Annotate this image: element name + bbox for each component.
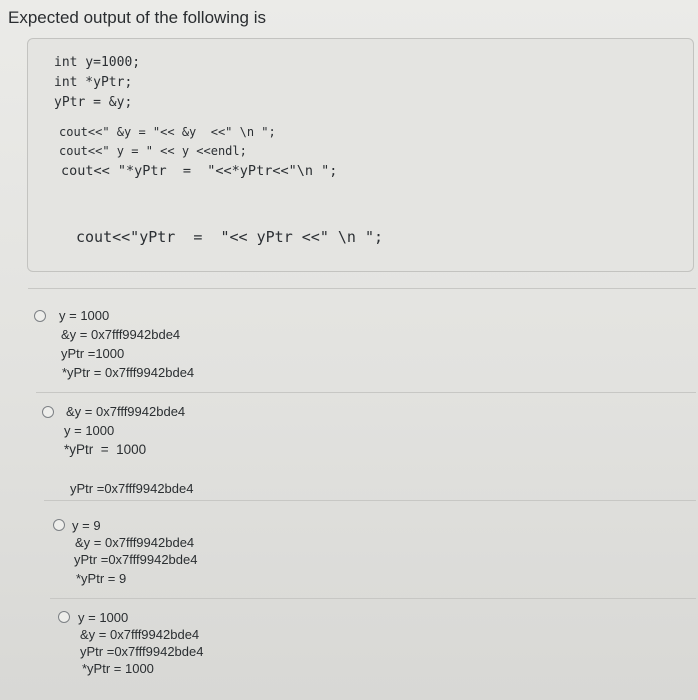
option-line: &y = 0x7fff9942bde4 <box>66 404 186 419</box>
divider <box>36 392 696 393</box>
radio-button[interactable] <box>58 611 70 623</box>
option-line: *yPtr = 1000 <box>82 661 154 676</box>
option-line: *yPtr = 1000 <box>64 442 147 457</box>
option-line: yPtr =0x7fff9942bde4 <box>80 644 204 659</box>
option-line: &y = 0x7fff9942bde4 <box>80 627 200 642</box>
question-title: Expected output of the following is <box>8 8 266 27</box>
radio-button[interactable] <box>34 310 46 322</box>
divider <box>28 288 696 289</box>
code-line: cout<< "*yPtr = "<<*yPtr<<"\n "; <box>61 163 338 179</box>
option-line: y = 1000 <box>78 610 129 625</box>
option-line: *yPtr = 0x7fff9942bde4 <box>62 365 195 380</box>
code-line: int *yPtr; <box>54 75 133 90</box>
code-line: yPtr = &y; <box>54 95 133 110</box>
answer-option-4[interactable] <box>55 608 615 686</box>
radio-button[interactable] <box>53 519 65 531</box>
option-line: y = 9 <box>72 518 101 533</box>
option-line: *yPtr = 9 <box>76 571 127 586</box>
code-block <box>27 38 694 272</box>
answer-option-2[interactable] <box>38 403 598 495</box>
divider <box>50 598 696 599</box>
option-line: yPtr =0x7fff9942bde4 <box>70 481 194 496</box>
option-line: &y = 0x7fff9942bde4 <box>75 535 195 550</box>
option-line: y = 1000 <box>59 308 110 323</box>
radio-button[interactable] <box>42 406 54 418</box>
option-line: y = 1000 <box>64 423 115 438</box>
code-line: int y=1000; <box>54 55 141 70</box>
code-line: cout<<" y = " << y <<endl; <box>59 144 247 158</box>
answer-option-3[interactable] <box>50 516 610 594</box>
code-line: cout<<" &y = "<< &y <<" \n "; <box>59 125 276 139</box>
code-line: cout<<"yPtr = "<< yPtr <<" \n "; <box>76 228 384 246</box>
answer-option-1[interactable] <box>30 306 590 384</box>
divider <box>44 500 696 501</box>
option-line: yPtr =1000 <box>61 346 125 361</box>
option-line: yPtr =0x7fff9942bde4 <box>74 552 198 567</box>
option-line: &y = 0x7fff9942bde4 <box>61 327 181 342</box>
